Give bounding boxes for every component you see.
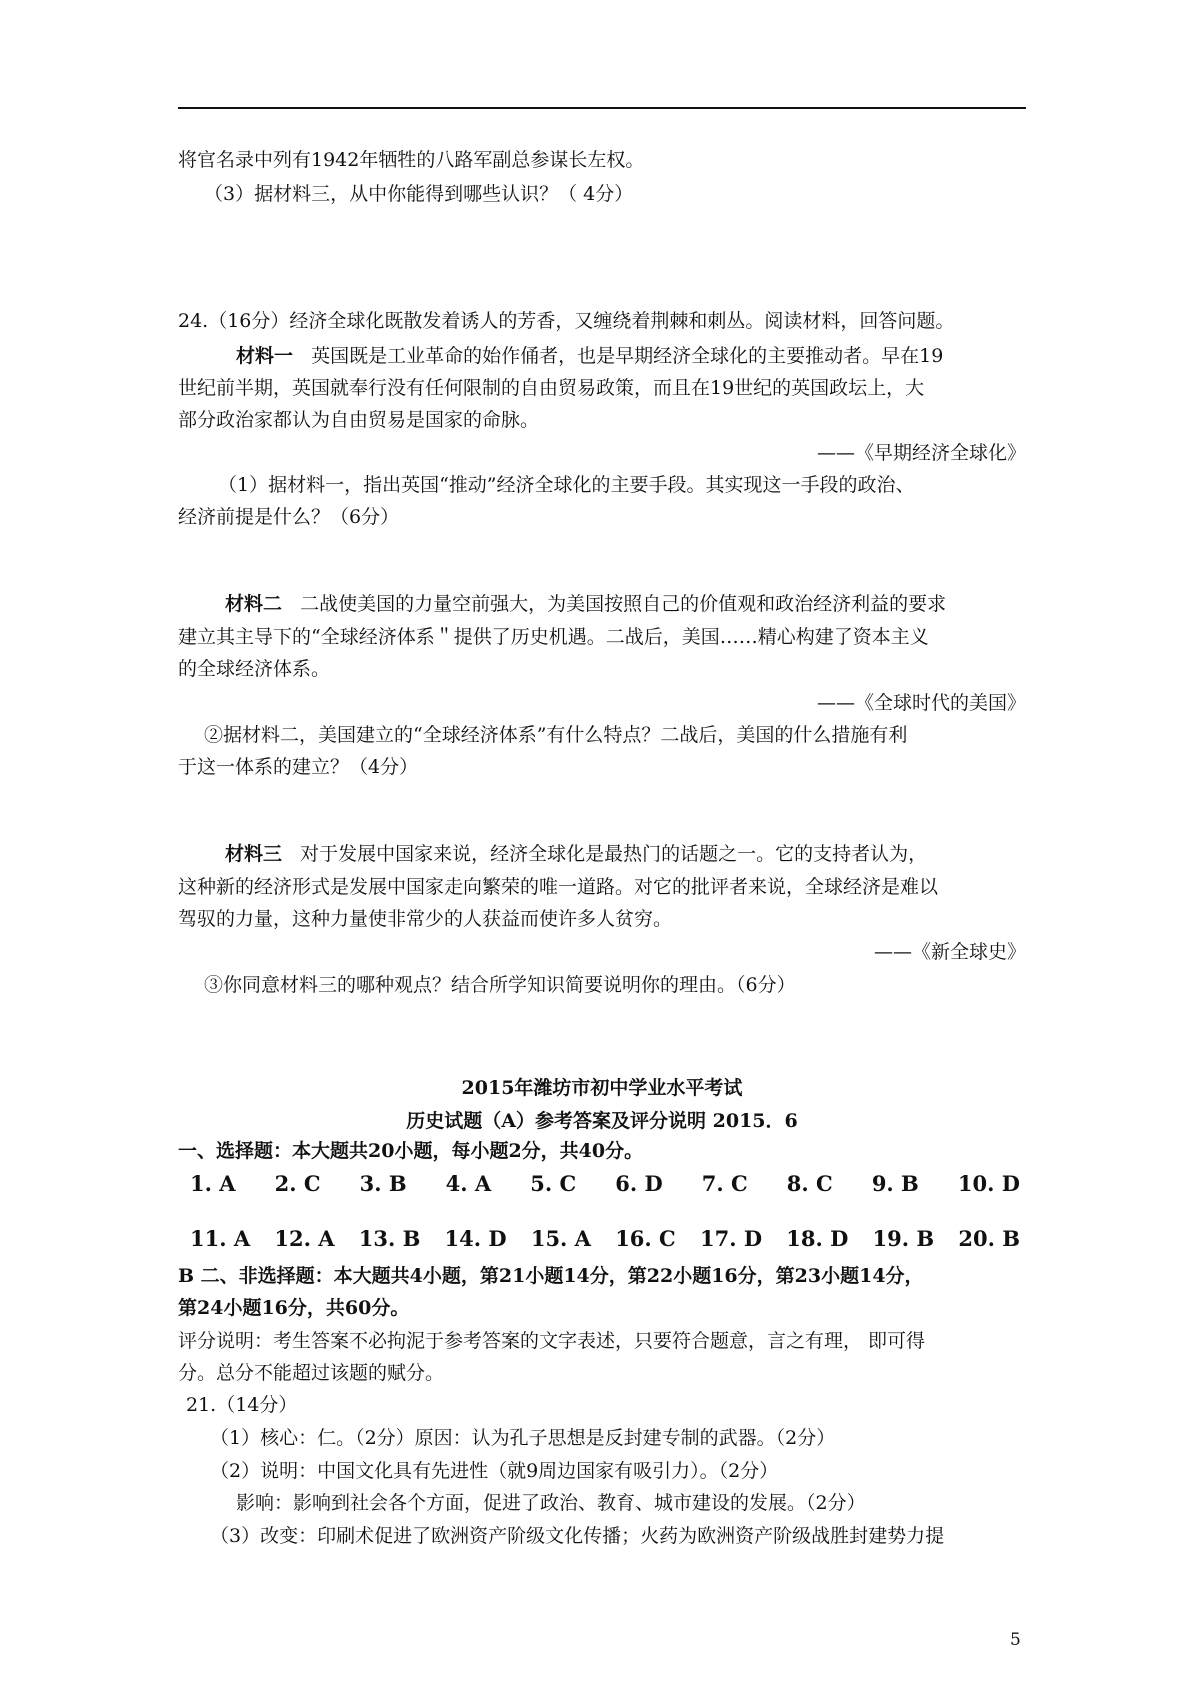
answers-row-1 [190,1171,1020,1196]
material-2-label: 材料二 [225,593,283,615]
sub-question-2: 于这一体系的建立？（4分） [178,756,419,778]
section-2-heading: 第24小题16分，共60分。 [178,1297,410,1319]
answer-item: 5. C [530,1171,577,1196]
material-3-text: 对于发展中国家来说，经济全球化是最热门的话题之一。它的支持者认为， [300,843,928,865]
answer-item: 2. C [274,1171,321,1196]
question-3-prompt: （3）据材料三，从中你能得到哪些认识？（ 4分） [204,183,634,205]
sub-question-1: 经济前提是什么？（6分） [178,506,400,528]
answer-item: 4. A [445,1171,492,1196]
material-1-text: 英国既是工业革命的始作俑者，也是早期经济全球化的主要推动者。早在19 [311,345,944,367]
answers-row-2 [190,1226,1020,1251]
material-1-paragraph [236,343,943,369]
material-1-text: 部分政治家都认为自由贸易是国家的命脉。 [178,409,540,431]
section-2-heading: B 二、非选择题：本大题共4小题，第21小题14分，第22小题16分，第23小题14分， [178,1265,924,1287]
section-1-heading: 一、选择题：本大题共20小题，每小题2分，共40分。 [178,1140,644,1162]
sub-question-1: （1）据材料一，指出英国“推动”经济全球化的主要手段。其实现这一手段的政治、 [218,474,915,496]
answer-item: 7. C [701,1171,748,1196]
answer-item: 12. A [274,1226,335,1251]
answer-item: 20. B [958,1226,1020,1251]
material-3-text: 驾驭的力量，这种力量使非常少的人获益而使许多人贫穷。 [178,908,673,930]
answer-item: 16. C [615,1226,676,1251]
answer-item: 15. A [530,1226,591,1251]
material-3-paragraph [225,841,927,867]
question-24-intro: 24.（16分）经济全球化既散发着诱人的芳香，又缠绕着荆棘和刺丛。阅读材料，回答问题。 [178,310,955,332]
material-1-label: 材料一 [236,345,294,367]
header-rule [178,107,1026,109]
answer-21-part: （2）说明：中国文化具有先进性（就9周边国家有吸引力）。（2分） [210,1460,779,1482]
material-2-source: ——《全球时代的美国》 [816,692,1026,714]
answer-key-title: 2015年潍坊市初中学业水平考试 [461,1077,743,1099]
answer-21-heading: 21.（14分） [186,1394,298,1416]
answer-21-part: 影响：影响到社会各个方面，促进了政治、教育、城市建设的发展。（2分） [236,1492,866,1514]
answer-item: 11. A [190,1226,251,1251]
answer-item: 6. D [615,1171,663,1196]
answer-item: 9. B [871,1171,919,1196]
answer-item: 1. A [190,1171,236,1196]
answer-item: 18. D [786,1226,849,1251]
material-3-source: ——《新全球史》 [873,941,1026,963]
answer-key-subtitle: 历史试题（A）参考答案及评分说明 2015．6 [406,1110,798,1132]
material-1-source: ——《早期经济全球化》 [816,442,1026,464]
answer-item: 8. C [786,1171,833,1196]
sub-question-3: ③你同意材料三的哪种观点？结合所学知识简要说明你的理由。（6分） [204,974,796,996]
scoring-note: 评分说明：考生答案不必拘泥于参考答案的文字表述，只要符合题意，言之有理， 即可得 [178,1330,926,1352]
page-number: 5 [1010,1630,1021,1650]
answer-21-part: （1）核心：仁。（2分）原因：认为孔子思想是反封建专制的武器。（2分） [210,1427,836,1449]
answer-item: 19. B [872,1226,935,1251]
material-2-text: 二战使美国的力量空前强大，为美国按照自己的价值观和政治经济利益的要求 [300,593,947,615]
material-3-label: 材料三 [225,843,283,865]
answer-item: 10. D [957,1171,1020,1196]
material-1-text: 世纪前半期，英国就奉行没有任何限制的自由贸易政策，而且在19世纪的英国政坛上，大 [178,377,925,399]
material-2-text: 建立其主导下的“全球经济体系＂提供了历史机遇。二战后，美国……精心构建了资本主义 [178,626,929,648]
answer-item: 13. B [358,1226,421,1251]
scoring-note: 分。总分不能超过该题的赋分。 [178,1362,445,1384]
answer-21-part: （3）改变：印刷术促进了欧洲资产阶级文化传播；火药为欧洲资产阶级战胜封建势力提 [210,1525,945,1547]
sub-question-2: ②据材料二，美国建立的“全球经济体系”有什么特点？二战后，美国的什么措施有利 [204,724,908,746]
answer-item: 17. D [699,1226,763,1251]
material-2-paragraph [225,591,946,617]
answer-item: 3. B [359,1171,407,1196]
material-2-text: 的全球经济体系。 [178,658,331,680]
answer-item: 14. D [444,1226,507,1251]
material-3-text: 这种新的经济形式是发展中国家走向繁荣的唯一道路。对它的批评者来说，全球经济是难以 [178,876,939,898]
text-line: 将官名录中列有1942年牺牲的八路军副总参谋长左权。 [178,149,645,171]
